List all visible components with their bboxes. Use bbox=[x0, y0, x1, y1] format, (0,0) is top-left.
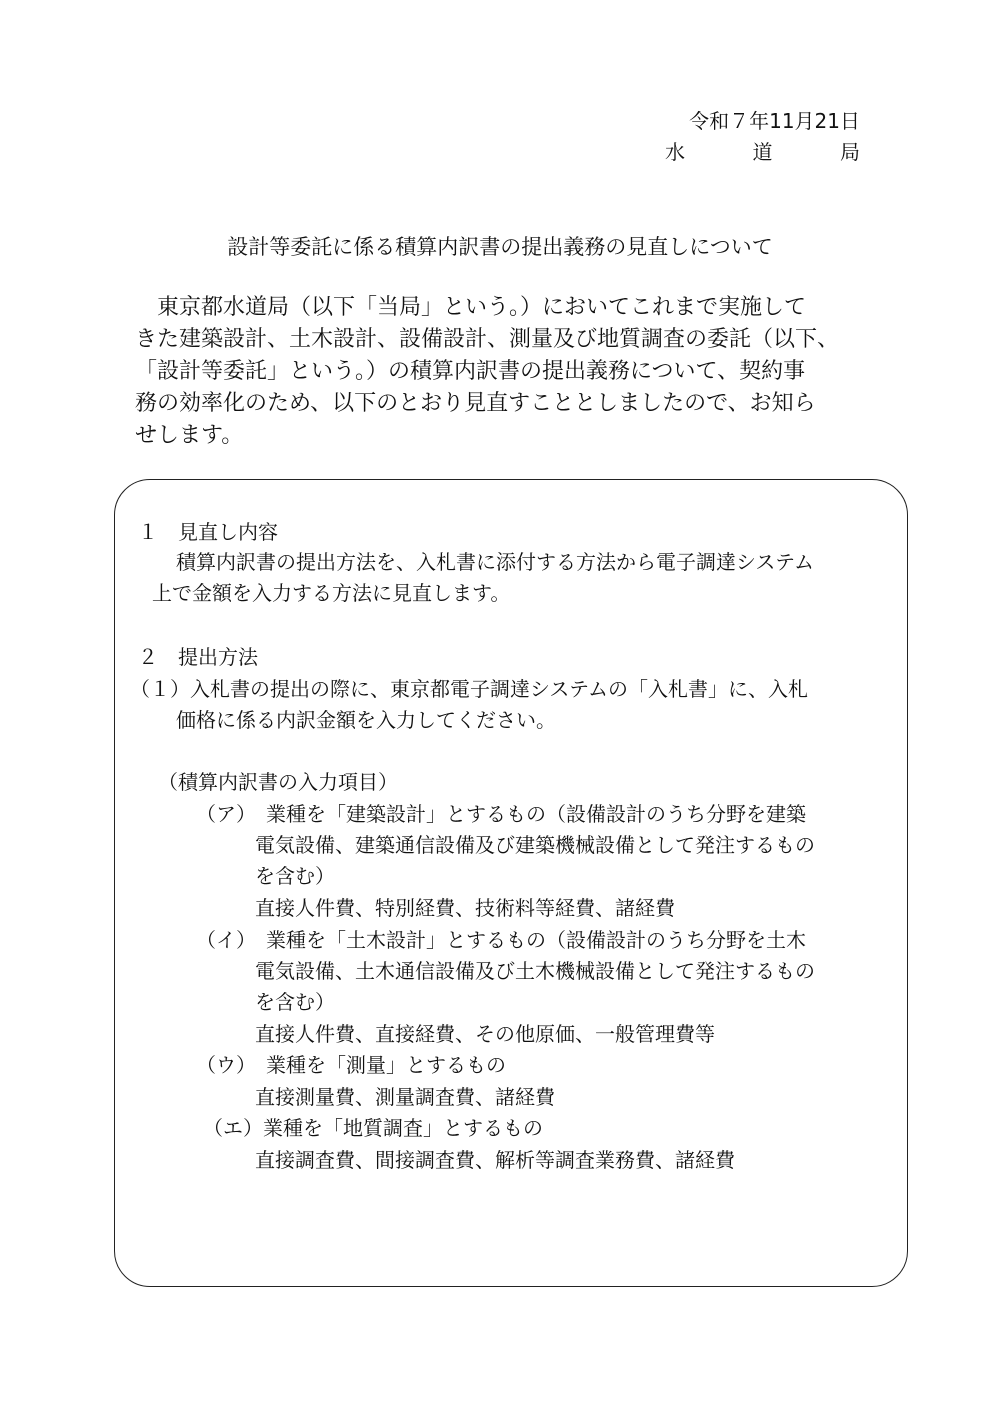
list-item-line: 直接測量費、測量調査費、諸経費 bbox=[255, 1085, 555, 1109]
intro-line: きた建築設計、土木設計、設備設計、測量及び地質調査の委託（以下、 bbox=[135, 327, 840, 352]
intro-line: 務の効率化のため、以下のとおり見直すこととしましたので、お知ら bbox=[135, 391, 816, 416]
intro-line: せします。 bbox=[135, 423, 244, 448]
list-item-line: 直接人件費、直接経費、その他原価、一般管理費等 bbox=[255, 1022, 715, 1046]
intro-line: 「設計等委託」という。）の積算内訳書の提出義務について、契約事 bbox=[135, 359, 806, 384]
list-item-line: を含む） bbox=[255, 864, 335, 888]
list-heading: （積算内訳書の入力項目） bbox=[158, 770, 398, 794]
issuer-name: 水道局 bbox=[665, 140, 860, 164]
item-text-line: （１）入札書の提出の際に、東京都電子調達システムの「入札書」に、入札 bbox=[130, 677, 808, 701]
item-text-line: 価格に係る内訳金額を入力してください。 bbox=[176, 708, 556, 732]
list-item-line: 直接人件費、特別経費、技術料等経費、諸経費 bbox=[255, 896, 675, 920]
document-date: 令和７年11月21日 bbox=[689, 109, 860, 133]
list-item-line: （エ）業種を「地質調査」とするもの bbox=[203, 1116, 543, 1140]
list-item-line: 直接調査費、間接調査費、解析等調査業務費、諸経費 bbox=[255, 1148, 735, 1172]
list-item-line: 電気設備、土木通信設備及び土木機械設備として発注するもの bbox=[255, 959, 815, 983]
section-heading: ２ 提出方法 bbox=[138, 645, 258, 669]
list-item-line: 電気設備、建築通信設備及び建築機械設備として発注するもの bbox=[255, 833, 815, 857]
list-item-line: （ウ） 業種を「測量」とするもの bbox=[196, 1053, 506, 1077]
list-item-line: （ア） 業種を「建築設計」とするもの（設備設計のうち分野を建築 bbox=[196, 802, 806, 826]
section-heading: １ 見直し内容 bbox=[138, 520, 278, 544]
section-text-line: 積算内訳書の提出方法を、入札書に添付する方法から電子調達システム bbox=[176, 550, 814, 574]
intro-line: 東京都水道局（以下「当局」という。）においてこれまで実施して bbox=[135, 295, 807, 320]
section-text-line: 上で金額を入力する方法に見直します。 bbox=[152, 581, 511, 605]
list-item-line: を含む） bbox=[255, 990, 335, 1014]
list-item-line: （イ） 業種を「土木設計」とするもの（設備設計のうち分野を土木 bbox=[196, 928, 806, 952]
document-title: 設計等委託に係る積算内訳書の提出義務の見直しについて bbox=[227, 235, 773, 259]
